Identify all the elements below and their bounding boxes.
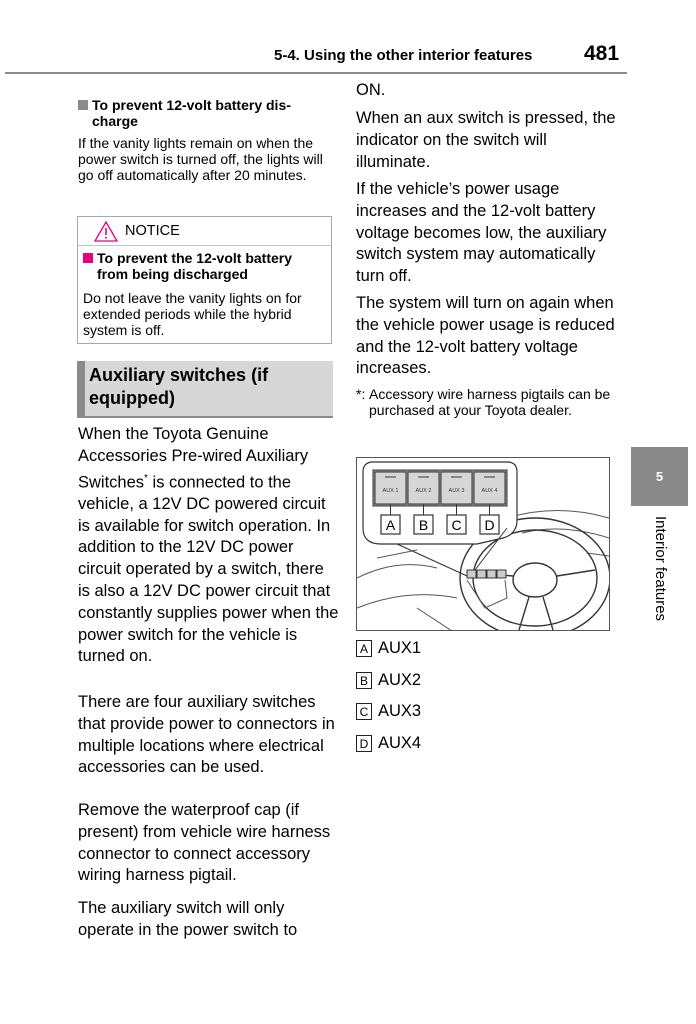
legend-letter-box: C bbox=[356, 703, 372, 720]
legend-letter-box: B bbox=[356, 672, 372, 689]
warning-triangle-icon bbox=[94, 221, 118, 242]
aux-paragraph-4: The auxiliary switch will only operate in the power switch to bbox=[78, 899, 298, 939]
legend-letter-box: D bbox=[356, 735, 372, 752]
legend-label: AUX3 bbox=[378, 702, 422, 720]
callout-c: C bbox=[451, 517, 462, 533]
magenta-square-bullet-icon bbox=[83, 253, 93, 263]
legend-label: AUX4 bbox=[378, 734, 422, 752]
legend-label: AUX1 bbox=[378, 639, 422, 657]
header-rule bbox=[5, 72, 627, 74]
aux-paragraph-3: Remove the waterproof cap (if present) from vehicle wire harness connector to connect accessory wiring harness pigtail. bbox=[78, 801, 331, 885]
aux-paragraph-continued: ON. bbox=[356, 81, 386, 99]
callout-d: D bbox=[484, 517, 495, 533]
aux3-switch-label: AUX 3 bbox=[448, 488, 465, 494]
notice-heading: To prevent the 12-volt battery from being discharged bbox=[83, 250, 328, 282]
legend-letter-box: A bbox=[356, 640, 372, 657]
aux-paragraph-5: When an aux switch is pressed, the indicator on the switch will illuminate. bbox=[356, 109, 616, 171]
footnote-marker: *: bbox=[356, 386, 366, 402]
gray-square-bullet-icon bbox=[78, 100, 88, 110]
aux-switch-illustration bbox=[356, 457, 610, 631]
vanity-heading: To prevent 12-volt battery dis- charge bbox=[78, 97, 328, 129]
legend-item-aux1 bbox=[356, 638, 556, 660]
section-title: 5-4. Using the other interior features bbox=[274, 47, 533, 64]
notice-box bbox=[77, 216, 332, 344]
dashboard-drawing bbox=[357, 458, 610, 631]
aux-paragraph-1: When the Toyota Genuine Accessories Pre-wired Auxiliary Switches* is connected to the vehicle, a 12V DC powered circuit is available for switch operation. In addition to the 12V DC power circuit operated by a switch, there is also a 12V DC power circuit that constantly supplies power when the power switch for the vehicle is turned on. bbox=[78, 425, 339, 666]
vanity-text: If the vanity lights remain on when the power switch is turned off, the lights will go off automatically after 20 minutes. bbox=[78, 135, 323, 183]
aux-section-title: Auxiliary switches (if equipped) bbox=[89, 365, 269, 408]
aux2-switch-label: AUX 2 bbox=[415, 488, 432, 494]
aux1-switch-label: AUX 1 bbox=[382, 488, 399, 494]
aux-paragraph-7: The system will turn on again when the vehicle power usage is reduced and the 12-volt battery voltage increases. bbox=[356, 294, 615, 378]
notice-text: Do not leave the vanity lights on for extended periods while the hybrid system is off. bbox=[83, 290, 302, 338]
chapter-tab[interactable] bbox=[631, 447, 688, 506]
aux-section-title-box bbox=[77, 361, 333, 418]
page-number: 481 bbox=[584, 42, 620, 65]
title-accent-bar bbox=[77, 361, 85, 416]
footnote-mark: * bbox=[144, 472, 148, 484]
callout-a: A bbox=[385, 517, 396, 533]
notice-label: NOTICE bbox=[125, 223, 180, 239]
aux-paragraph-2: There are four auxiliary switches that provide power to connectors in multiple locations where electrical accessories can be used. bbox=[78, 693, 335, 777]
aux4-switch-label: AUX 4 bbox=[481, 488, 498, 494]
chapter-title: Interior features bbox=[652, 516, 669, 622]
legend-item-aux4 bbox=[356, 733, 556, 755]
legend-item-aux2 bbox=[356, 670, 556, 692]
legend-label: AUX2 bbox=[378, 671, 422, 689]
notice-header bbox=[78, 217, 331, 246]
aux-paragraph-6: If the vehicle’s power usage increases and the 12-volt battery voltage becomes low, the auxiliary switch system may automatically turn off. bbox=[356, 180, 607, 286]
callout-b: B bbox=[418, 517, 429, 533]
legend-item-aux3 bbox=[356, 701, 556, 723]
footnote: *: Accessory wire harness pigtails can be purchased at your Toyota dealer. bbox=[356, 386, 611, 418]
chapter-number: 5 bbox=[655, 469, 664, 484]
